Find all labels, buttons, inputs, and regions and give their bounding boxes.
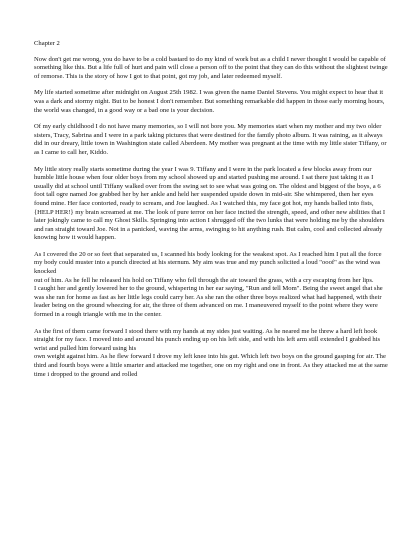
paragraph-fight-continues: As the first of them came forward I stood there with my hands at my sides just waiting. As he neared me he threw a hard left hook straight for my face. I moved into and around his punch ending up on his left side, and with his left arm still extended I grabbed his wrist and pulled him forward using his own weight against him. As he flew forward I drove my left knee into his gut. Which left two boys on the ground gasping for air. The third and fourth boys were a little smarter and attacked me together, one on my right and one in front. As they attacked me at the same time i dropped to the ground and rolled xyxy=(34,327,388,378)
paragraph-park-story: My little story really starts sometime during the year I was 9. Tiffany and I were in the park located a few blocks away from our humble little house when four older boys from my school showed up and started pushing me around. I sat there just taking it as I usually did at school until Tiffany walked over from the swing set to see what was going on. The oldest and biggest of the boys, a 6 foot tall ogre named Joe grabbed her by her ankle and held her suspended upside down in mid-air. She whimpered, then her eyes found mine. Her face contorted, ready to scream, and Joe laughed. As I watched this, my face got hot, my hands balled into fists, {HELP HER!} my brain screamed at me. The look of pure terror on her face incited the strength, speed, and other new abilities that I later jokingly came to call my Ghost Skills. Springing into action I shrugged off the two lunks that were holding me by the shoulders and ran straight toward Joe. Not in a panicked, waving the arms, swinging to hit anything rush. But calm, cool and collected already knowing how it would happen. xyxy=(34,165,386,242)
chapter-title: Chapter 2 xyxy=(34,40,60,47)
paragraph-fight-start: As I covered the 20 or so feet that separated us, I scanned his body looking for the weakest spot. As I reached him I put all the force my body could muster into a punch directed at his sternum. My aim was true and my punch solicited a loud "ooof" as the wind was knocked out of him. As he fell he released his hold on Tiffany who fell through the air toward the grass, with a cry escaping from her lips. I caught her and gently lowered her to the ground, whispering in her ear saying, "Run and tell Mom". Being the sweet angel that she was she ran for home as fast as her little legs could carry her. As she ran the other three boys realized what had happened, with their leader being on the ground wheezing for air, the three of them advanced on me. I maneuvered myself to the point where they were formed in a rough triangle with me in the center. xyxy=(34,250,383,319)
paragraph-birth: My life started sometime after midnight on August 25th 1982. I was given the name Daniel Stevens. You might expect to hear that it was a dark and stormy night. But to be honest I don't remember. But something remarkable did happen in those early morning hours, the world was changed, in a good way or a bad one is your decision. xyxy=(34,89,385,114)
paragraph-childhood: Of my early childhood I do not have many memories, so I will not bore you. My memories start when my mother and my two older sisters, Tracy, Sabrina and I were in a park taking pictures that were destined for the family photo album. It was raining, as it always did in our dreary, little town in Washington state called Aberdeen. My mother was pregnant at the time with my little sister Tiffany, or as I came to call her, Kiddo. xyxy=(34,123,387,156)
paragraph-intro: Now don't get me wrong, you do have to be a cold bastard to do my kind of work but as a child I never thought I would be capable of something like this. But a life full of hurt and pain will close a person off to the point that they can do this without the slightest twinge of remorse. This is the story of how I got to that point, got my job, and later redeemed myself. xyxy=(34,55,388,80)
